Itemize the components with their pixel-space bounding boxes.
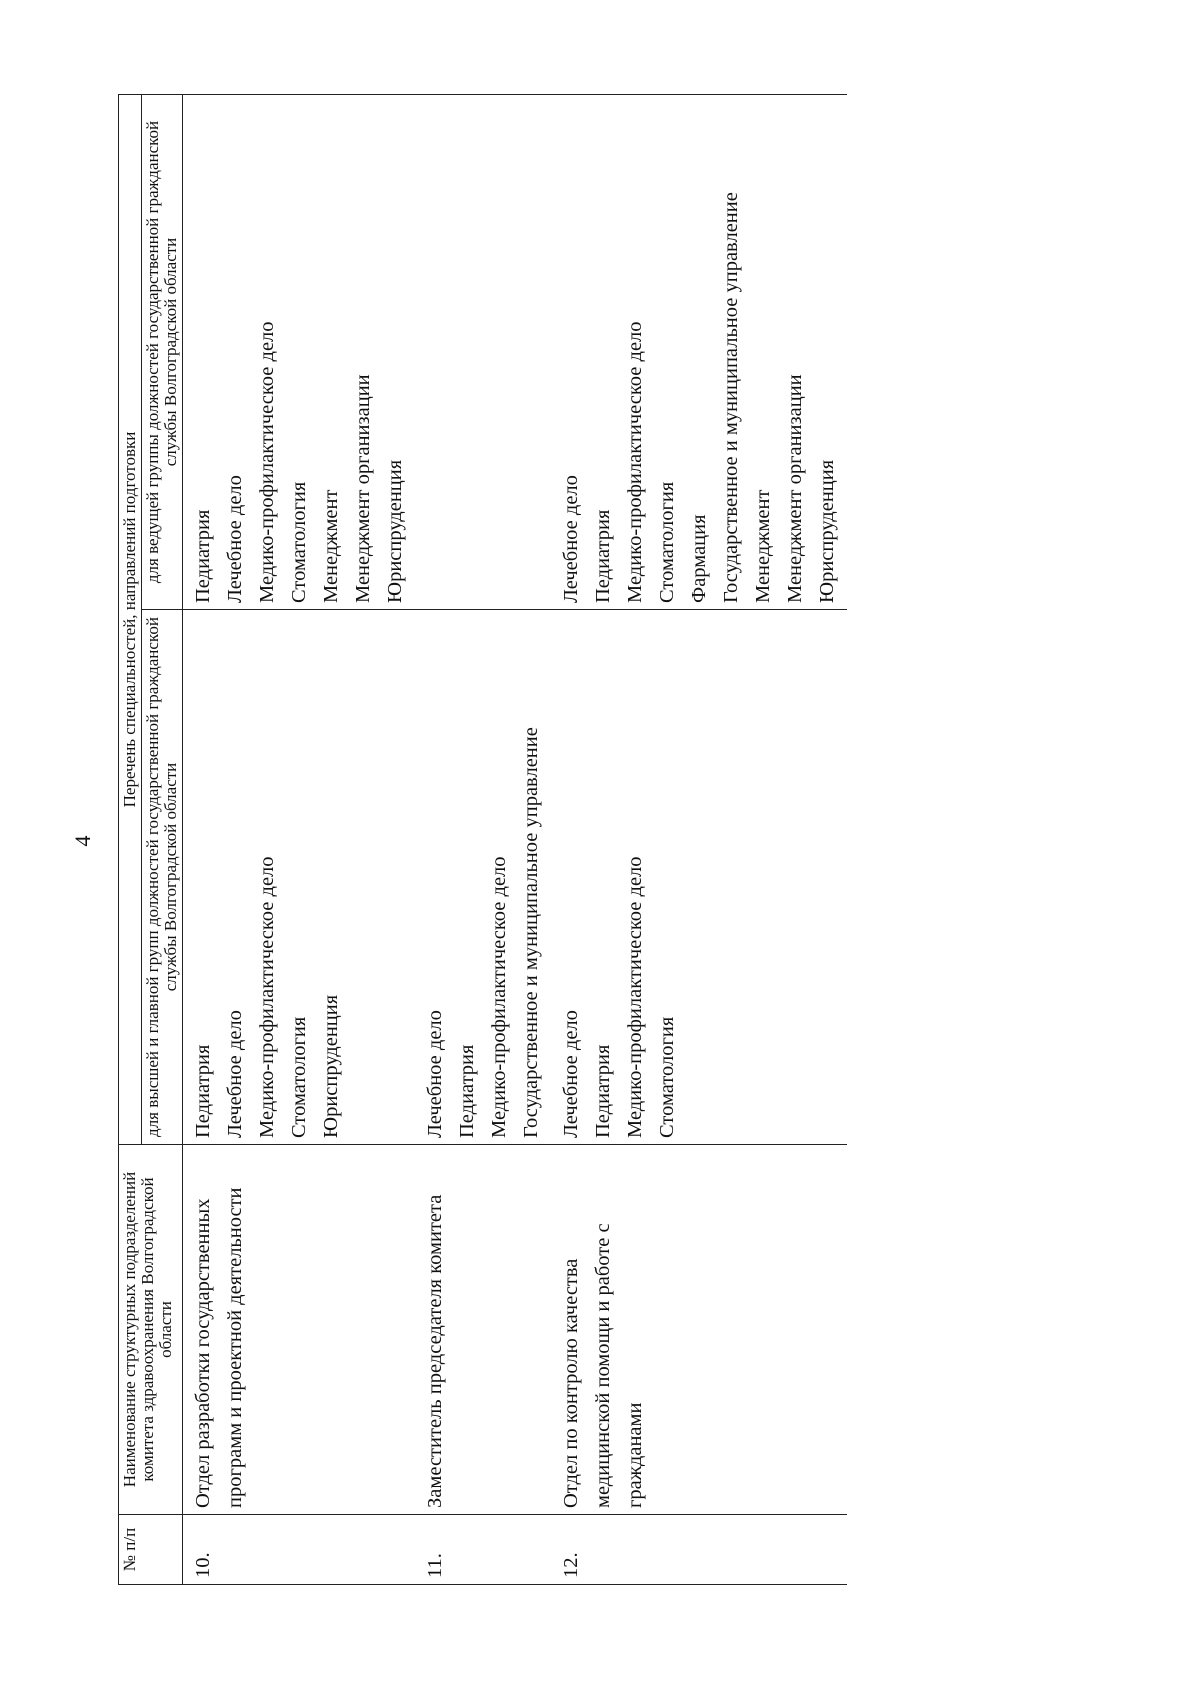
- specialty-item: Юриспруденция: [384, 459, 406, 603]
- specialty-item: Педиатрия: [456, 1044, 478, 1138]
- specialty-item: Медико-профилактическое дело: [624, 856, 646, 1138]
- specialties-lead-cell: [551, 94, 847, 609]
- specialty-item: Лечебное дело: [424, 1010, 446, 1138]
- specialty-item: Педиатрия: [592, 1044, 614, 1138]
- specialties-high-cell: [183, 610, 416, 1145]
- specialty-item: Педиатрия: [592, 509, 614, 603]
- specialties-lead-cell: [183, 94, 416, 609]
- specialties-lead-cell: [415, 94, 551, 609]
- table-row: [551, 94, 847, 1584]
- specialty-list: [555, 101, 843, 603]
- row-number: 10.: [183, 1515, 416, 1585]
- specialty-item: Стоматология: [288, 481, 310, 603]
- specialty-item: Лечебное дело: [224, 1010, 246, 1138]
- specialty-item: Медико-профилактическое дело: [256, 321, 278, 603]
- specialty-item: Менеджмент: [752, 489, 774, 603]
- specialty-item: Педиатрия: [192, 1044, 214, 1138]
- specialty-item: Лечебное дело: [560, 475, 582, 603]
- header-col-group: Перечень специальностей, направлений подготовки: [119, 94, 142, 1144]
- specialty-list: [187, 101, 411, 603]
- specialty-item: Менеджмент организации: [784, 374, 806, 603]
- specialty-item: Медико-профилактическое дело: [488, 856, 510, 1138]
- row-number: 12.: [551, 1515, 847, 1585]
- specialty-item: Медико-профилактическое дело: [624, 321, 646, 603]
- specialty-item: Юриспруденция: [320, 994, 342, 1138]
- specialty-list: [419, 616, 547, 1138]
- department-name: Заместитель председателя комитета: [415, 1145, 551, 1515]
- specialty-item: Стоматология: [656, 481, 678, 603]
- table-row: [183, 94, 416, 1584]
- specialty-item: Лечебное дело: [560, 1010, 582, 1138]
- specialty-item: Государственное и муниципальное управление: [720, 192, 742, 603]
- specialty-item: Фармация: [688, 514, 710, 603]
- header-col-num: № п/п: [119, 1515, 183, 1585]
- specialty-list: [555, 616, 683, 1138]
- table-row: [415, 94, 551, 1584]
- page-number: 4: [70, 835, 95, 847]
- specialty-list: [187, 616, 347, 1138]
- specialties-high-cell: [551, 610, 847, 1145]
- department-name: Отдел по контролю качества медицинской помощи и работе с гражданами: [551, 1145, 847, 1515]
- specialties-high-cell: [415, 610, 551, 1145]
- specialty-item: Педиатрия: [192, 509, 214, 603]
- header-col-name: Наименование структурных подразделений комитета здравоохранения Волгоградской области: [119, 1145, 183, 1515]
- specialty-item: Стоматология: [656, 1016, 678, 1138]
- specialty-item: Юриспруденция: [816, 459, 838, 603]
- specialties-table: [118, 94, 847, 1585]
- specialty-item: Медико-профилактическое дело: [256, 856, 278, 1138]
- header-col-high: для высшей и главной групп должностей государственной гражданской службы Волгоградской области: [142, 610, 183, 1145]
- department-name: Отдел разработки государственных программ и проектной деятельности: [183, 1145, 416, 1515]
- specialty-item: Менеджмент: [320, 489, 342, 603]
- rotated-page-content: [118, 95, 998, 1585]
- specialty-item: Государственное и муниципальное управление: [520, 727, 542, 1138]
- specialty-item: Менеджмент организации: [352, 374, 374, 603]
- row-number: 11.: [415, 1515, 551, 1585]
- specialty-item: Стоматология: [288, 1016, 310, 1138]
- specialty-item: Лечебное дело: [224, 475, 246, 603]
- header-col-lead: для ведущей группы должностей государственной гражданской службы Волгоградской области: [142, 94, 183, 609]
